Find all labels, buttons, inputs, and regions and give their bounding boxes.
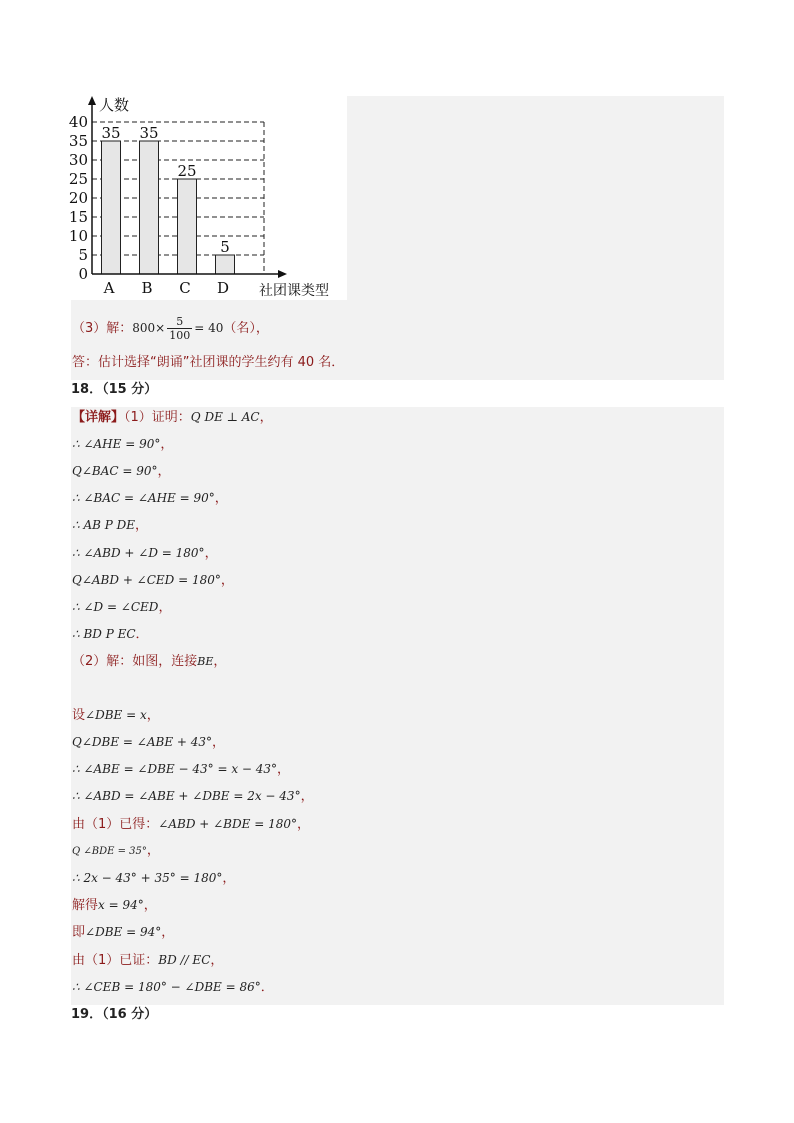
solution-line-18: 解得x = 94°， — [72, 898, 157, 913]
y-tick-label: 25 — [68, 170, 88, 188]
bar-chart-block — [68, 96, 724, 300]
question-number: 18． — [71, 382, 103, 397]
solution-line-8: ∴ ∠D = ∠CED， — [72, 600, 172, 615]
y-tick-label: 5 — [78, 246, 88, 264]
data-label: 5 — [220, 238, 230, 256]
solution-line-2: ∴ ∠AHE = 90°， — [72, 437, 174, 452]
part3-expr-left: 800× — [132, 321, 166, 335]
bar-chart — [68, 96, 351, 300]
part3-expr-right: = 40 — [194, 321, 224, 335]
proof-intro: （1）证明： — [124, 410, 191, 425]
y-tick-label: 10 — [68, 227, 88, 245]
fraction-denominator: 100 — [169, 329, 191, 342]
solution-line-12: Q∠DBE = ∠ABE + 43°， — [72, 735, 226, 750]
solution-line-9: ∴ BD P EC． — [72, 627, 149, 642]
solution-line-17: ∴ 2x − 43° + 35° = 180°， — [72, 871, 236, 886]
x-axis-arrow — [278, 270, 287, 278]
bar — [178, 179, 197, 274]
solution-line-11: 设∠DBE = x， — [72, 708, 160, 723]
question-number: 19． — [71, 1007, 103, 1022]
solution-line-10: （2）解：如图，连接BE， — [72, 654, 227, 669]
solution-line-15: 由（1）已得：∠ABD + ∠BDE = 180°， — [72, 817, 310, 832]
x-axis-title: 社团课类型 — [259, 283, 329, 299]
bar — [216, 255, 235, 274]
solution-line-20: 由（1）已证：BD // EC， — [72, 953, 224, 968]
y-tick-label: 40 — [68, 113, 88, 131]
question-score: （16 分） — [102, 1007, 158, 1022]
solution-line-5: ∴ AB P DE， — [72, 518, 149, 533]
bar — [140, 141, 159, 274]
y-axis-title: 人数 — [99, 96, 130, 114]
y-tick-label: 20 — [68, 189, 88, 207]
part3-unit: （名）， — [223, 321, 269, 336]
solution-line-19: 即∠DBE = 94°， — [72, 925, 175, 940]
solution-line-16: Q ∠BDE = 35°， — [72, 843, 160, 858]
detail-tag: 【详解】 — [72, 410, 125, 425]
part3-label: （3）解： — [72, 321, 133, 336]
solution-line-7: Q∠ABD + ∠CED = 180°， — [72, 573, 234, 588]
y-tick-label: 0 — [78, 265, 88, 283]
y-axis-arrow — [88, 96, 96, 105]
solution-line-3: Q∠BAC = 90°， — [72, 464, 171, 479]
x-tick-label: C — [179, 279, 191, 297]
question-score: （15 分） — [102, 382, 158, 397]
part3-calc-line — [72, 315, 269, 342]
x-tick-label: B — [141, 279, 153, 297]
data-label: 25 — [177, 162, 197, 180]
solution-line-1: 【详解】（1）证明：Q DE ⊥ AC， — [72, 410, 273, 425]
part3-fraction — [167, 315, 192, 342]
y-tick-label: 15 — [68, 208, 88, 226]
x-tick-label: A — [103, 279, 115, 297]
solution-line-6: ∴ ∠ABD + ∠D = 180°， — [72, 546, 218, 561]
x-tick-label: D — [216, 279, 230, 297]
solution-line-14: ∴ ∠ABD = ∠ABE + ∠DBE = 2x − 43°， — [72, 789, 314, 804]
data-label: 35 — [139, 124, 159, 142]
part3-answer: 答：估计选择“朗诵”社团课的学生约有 40 名． — [72, 355, 345, 370]
question-19-heading — [71, 1005, 157, 1025]
solution-line-21: ∴ ∠CEB = 180° − ∠DBE = 86°． — [72, 980, 274, 995]
question-18-heading — [71, 380, 157, 400]
y-tick-label: 35 — [68, 132, 88, 150]
fraction-numerator: 5 — [167, 315, 192, 329]
solution-line-13: ∴ ∠ABE = ∠DBE − 43° = x − 43°， — [72, 762, 291, 777]
bar — [102, 141, 121, 274]
data-label: 35 — [101, 124, 121, 142]
chart-side-shade — [347, 96, 724, 300]
solution-line-4: ∴ ∠BAC = ∠AHE = 90°， — [72, 491, 228, 506]
y-tick-label: 30 — [68, 151, 88, 169]
